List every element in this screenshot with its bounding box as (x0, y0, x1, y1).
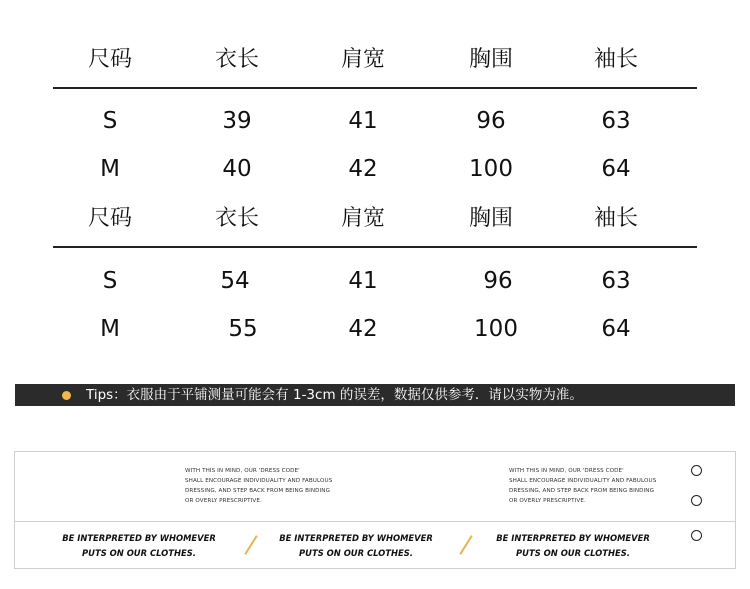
table-cell: M (100, 316, 120, 342)
dress-code-statement (185, 466, 385, 506)
header-sleeve: 袖长 (593, 47, 638, 72)
statement-line: OR OVERLY PRESCRIPTIVE. (509, 498, 586, 504)
table-header (53, 40, 697, 84)
ring-dot-icon (691, 465, 711, 481)
statement-line: OR OVERLY PRESCRIPTIVE. (185, 498, 262, 504)
table-cell: 54 (220, 268, 250, 294)
table-row (53, 261, 697, 301)
table-row (53, 101, 697, 141)
statement-line: DRESSING, AND STEP BACK FROM BEING BINDING (185, 488, 330, 494)
slogan-line: BE INTERPRETED BY WHOMEVER (279, 533, 433, 543)
statement-line: SHALL ENCOURAGE INDIVIDUALITY AND FABULOUS (185, 478, 333, 484)
slogan (54, 531, 224, 561)
table-row (53, 149, 697, 189)
table-cell: 40 (222, 156, 252, 182)
table-cell: M (100, 156, 120, 182)
table-header (53, 199, 697, 243)
slogan-line: BE INTERPRETED BY WHOMEVER (496, 533, 650, 543)
header-length: 衣长 (214, 47, 259, 72)
strip-divider (15, 521, 735, 522)
table-row (53, 309, 697, 349)
table-cell: 96 (476, 108, 506, 134)
slash-divider-icon (459, 535, 472, 555)
slogan-line: BE INTERPRETED BY WHOMEVER (62, 533, 216, 543)
slogan-line: PUTS ON OUR CLOTHES. (82, 548, 196, 558)
statement-line: DRESSING, AND STEP BACK FROM BEING BINDING (509, 488, 654, 494)
table-cell: 100 (469, 156, 513, 182)
table-cell: 42 (348, 316, 378, 342)
slogan (488, 531, 658, 561)
dress-code-statement (509, 466, 709, 506)
table-cell: 55 (228, 316, 258, 342)
ring-dot-icon (691, 495, 711, 511)
slogan-line: PUTS ON OUR CLOTHES. (299, 548, 413, 558)
tips-text: Tips：衣服由于平铺测量可能会有 1-3cm 的误差，数据仅供参考．请以实物为准。 (86, 387, 583, 403)
table-cell: 64 (601, 156, 631, 182)
header-shoulder: 肩宽 (340, 206, 385, 231)
brand-footer-strip (14, 451, 736, 569)
header-chest: 胸围 (468, 47, 513, 72)
header-shoulder: 肩宽 (340, 47, 385, 72)
header-length: 衣长 (214, 206, 259, 231)
table-cell: 63 (601, 108, 631, 134)
header-size: 尺码 (87, 206, 132, 231)
table-cell: 39 (222, 108, 252, 134)
header-divider (53, 87, 697, 89)
table-cell: 42 (348, 156, 378, 182)
header-divider (53, 246, 697, 248)
bullet-dot-icon (62, 391, 71, 400)
table-cell: S (102, 268, 118, 294)
statement-line: WITH THIS IN MIND, OUR 'DRESS CODE' (509, 468, 624, 474)
header-chest: 胸围 (468, 206, 513, 231)
ring-dot-icon (691, 530, 711, 546)
table-cell: S (102, 108, 118, 134)
slogan (271, 531, 441, 561)
header-sleeve: 袖长 (593, 206, 638, 231)
table-cell: 41 (348, 268, 378, 294)
statement-line: WITH THIS IN MIND, OUR 'DRESS CODE' (185, 468, 300, 474)
tips-banner (15, 384, 735, 406)
table-cell: 100 (474, 316, 518, 342)
table-cell: 63 (601, 268, 631, 294)
table-cell: 96 (483, 268, 513, 294)
slash-divider-icon (244, 535, 257, 555)
table-cell: 64 (601, 316, 631, 342)
header-size: 尺码 (87, 47, 132, 72)
table-cell: 41 (348, 108, 378, 134)
statement-line: SHALL ENCOURAGE INDIVIDUALITY AND FABULOUS (509, 478, 657, 484)
slogan-line: PUTS ON OUR CLOTHES. (516, 548, 630, 558)
